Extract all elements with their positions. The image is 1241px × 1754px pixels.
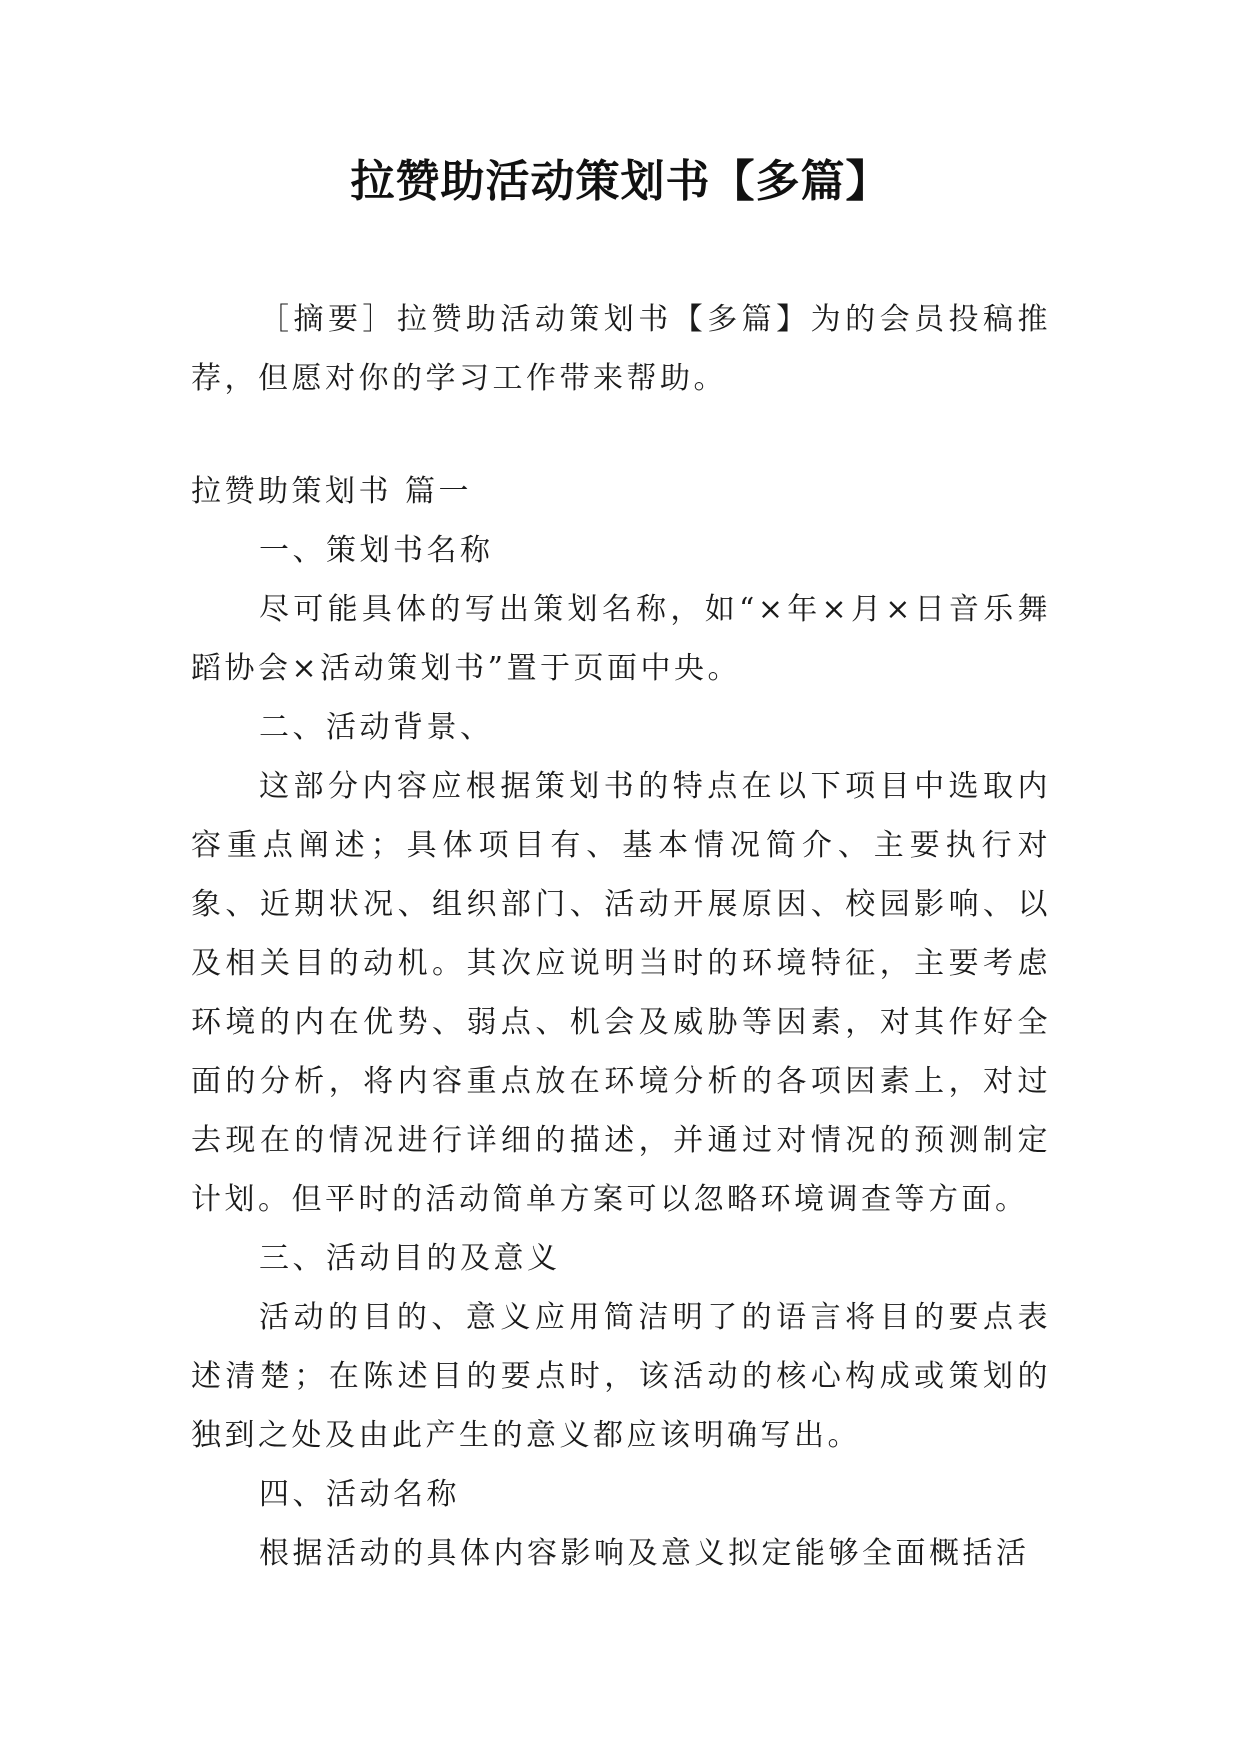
heading-plan-name: 一、策划书名称 bbox=[259, 533, 494, 568]
section-heading: 拉赞助策划书 篇一 bbox=[191, 474, 473, 509]
abstract-paragraph: ［摘要］拉赞助活动策划书【多篇】为的会员投稿推荐，但愿对你的学习工作带来帮助。 bbox=[191, 302, 1051, 396]
body-paragraph: 根据活动的具体内容影响及意义拟定能够全面概括活 bbox=[259, 1536, 1030, 1571]
heading-activity-name: 四、活动名称 bbox=[259, 1477, 460, 1512]
document-body bbox=[191, 462, 1051, 1583]
abstract-block bbox=[191, 290, 1051, 408]
body-paragraph: 这部分内容应根据策划书的特点在以下项目中选取内容重点阐述；具体项目有、基本情况简介、主要执行对象、近期状况、组织部门、活动开展原因、校园影响、以及相关目的动机。其次应说明当时的环境特征，主要考虑环境的内在优势、弱点、机会及威胁等因素，对其作好全面的分析，将内容重点放在环境分析的各项因素上，对过去现在的情况进行详细的描述，并通过对情况的预测制定计划。但平时的活动简单方案可以忽略环境调查等方面。 bbox=[191, 769, 1051, 1217]
heading-purpose: 三、活动目的及意义 bbox=[259, 1241, 561, 1276]
body-paragraph: 尽可能具体的写出策划名称，如“×年×月×日音乐舞蹈协会×活动策划书”置于页面中央。 bbox=[191, 592, 1051, 686]
document-title: 拉赞助活动策划书【多篇】 bbox=[350, 156, 891, 207]
body-paragraph: 活动的目的、意义应用简洁明了的语言将目的要点表述清楚；在陈述目的要点时，该活动的核心构成或策划的独到之处及由此产生的意义都应该明确写出。 bbox=[191, 1300, 1051, 1453]
heading-background: 二、活动背景、 bbox=[259, 710, 494, 745]
